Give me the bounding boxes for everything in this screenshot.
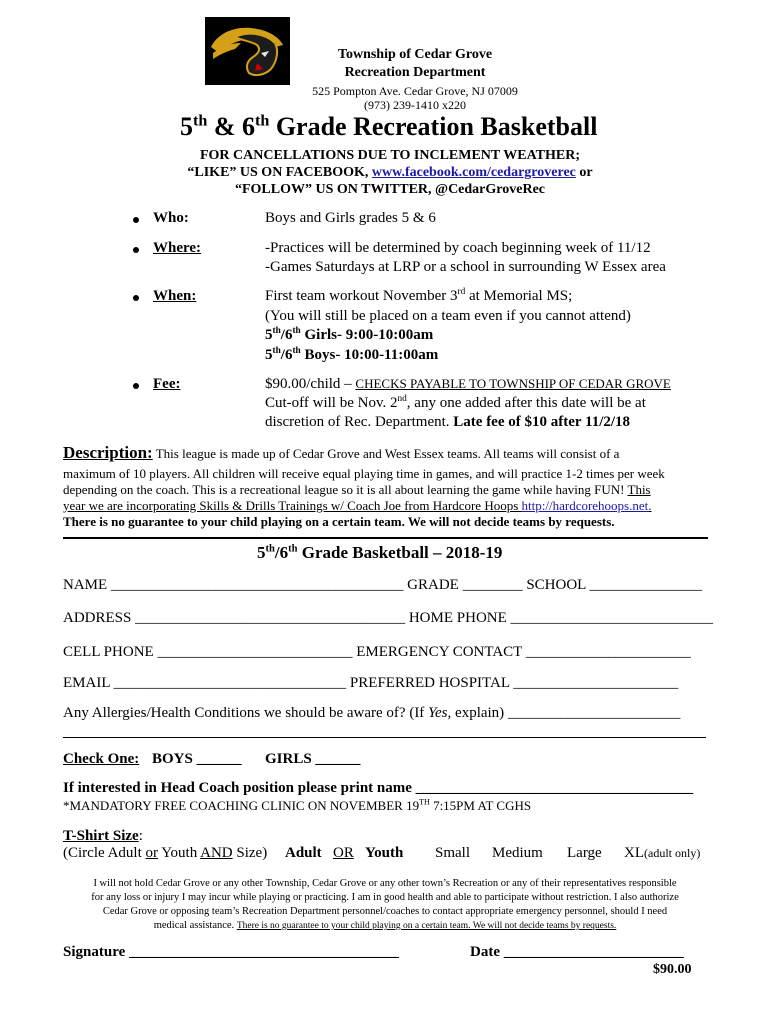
signature-field[interactable]: Signature ____________________________________ (63, 944, 399, 960)
weather-notice-line2: “LIKE” US ON FACEBOOK, www.facebook.com/cedargroverec or (187, 165, 593, 180)
when-label: When: (153, 288, 197, 304)
boys-time: 5th/6th Boys- 10:00-11:00am (265, 346, 439, 363)
boys-checkbox[interactable]: BOYS ______ (152, 751, 242, 767)
bullet (133, 383, 139, 389)
section-divider (63, 537, 708, 539)
description-line1: Description: This league is made up of Cedar Grove and West Essex teams. All teams will consist of a (63, 443, 620, 462)
waiver-line3: Cedar Grove or opposing team’s Recreation Department personnel/coaches to contact appropriate emergency personnel, should I need (102, 906, 668, 917)
org-name: Township of Cedar Grove (337, 47, 493, 62)
when-line1: First team workout November 3rd at Memorial MS; (265, 287, 573, 304)
bullet (133, 247, 139, 253)
bullet (133, 217, 139, 223)
who-value: Boys and Girls grades 5 & 6 (265, 210, 436, 226)
fee-label: Fee: (153, 376, 181, 392)
waiver-line1: I will not hold Cedar Grove or any other Township, Cedar Grove or any other town’s Recreation or any of their representatives responsible (93, 878, 677, 889)
where-label: Where: (153, 240, 202, 256)
description-line2: maximum of 10 players. All children will receive equal playing time in games, and will practice 1-2 times per week (63, 466, 665, 481)
girls-checkbox[interactable]: GIRLS ______ (265, 751, 361, 767)
coaching-clinic-note: *MANDATORY FREE COACHING CLINIC ON NOVEMBER 19TH 7:15PM AT CGHS (63, 797, 532, 813)
size-medium[interactable]: Medium (492, 845, 543, 861)
weather-notice-line1: FOR CANCELLATIONS DUE TO INCLEMENT WEATHER; (199, 148, 581, 163)
tshirt-size-label: T-Shirt Size: (63, 828, 143, 844)
facebook-link[interactable]: www.facebook.com/cedargroverec (371, 165, 576, 180)
who-label: Who: (153, 210, 189, 226)
bullet (133, 295, 139, 301)
size-large[interactable]: Large (567, 845, 602, 861)
girls-time: 5th/6th Girls- 9:00-10:00am (265, 326, 434, 343)
tshirt-instructions: (Circle Adult or Youth AND Size) (63, 845, 268, 861)
size-xl[interactable]: XL(adult only) (624, 845, 701, 861)
description-line3: depending on the coach. This is a recreational league so it is all about learning the game while having FUN! This (63, 482, 651, 497)
name-grade-school-fields[interactable]: NAME _______________________________________ GRADE ________ SCHOOL _______________ (63, 577, 703, 593)
youth-option[interactable]: Youth (365, 845, 404, 861)
date-field[interactable]: Date ________________________ (470, 944, 684, 960)
weather-notice-line3: “FOLLOW” US ON TWITTER, @CedarGroveRec (234, 182, 545, 197)
fee-line3: discretion of Rec. Department. Late fee of $10 after 11/2/18 (265, 414, 631, 430)
org-address: 525 Pompton Ave. Cedar Grove, NJ 07009 (312, 84, 518, 98)
email-hospital-fields[interactable]: EMAIL _______________________________ PREFERRED HOSPITAL ______________________ (63, 675, 679, 691)
description-line5: There is no guarantee to your child playing on a certain team. We will not decide teams by requests. (63, 514, 615, 529)
when-line2: (You will still be placed on a team even if you cannot attend) (265, 308, 631, 324)
org-department: Recreation Department (344, 65, 486, 80)
panther-logo (205, 17, 290, 85)
where-line1: -Practices will be determined by coach beginning week of 11/12 (265, 240, 651, 256)
cell-emergency-fields[interactable]: CELL PHONE __________________________ EMERGENCY CONTACT ______________________ (63, 644, 691, 660)
waiver-line2: for any loss or injury I may incur while playing or practicing. I am in good health and able to participate without restriction. I also authorize (91, 892, 679, 903)
total-amount: $90.00 (653, 962, 692, 977)
waiver-line4: medical assistance. There is no guarantee to your child playing on a certain team. We will not decide teams by requests. (153, 920, 617, 931)
head-coach-field[interactable]: If interested in Head Coach position please print name _____________________________________ (63, 780, 694, 796)
page-title: 5th & 6th Grade Recreation Basketball (180, 112, 598, 141)
check-one-label: Check One: (63, 751, 140, 767)
fee-line2: Cut-off will be Nov. 2nd, any one added after this date will be at (265, 394, 646, 411)
adult-option[interactable]: Adult (285, 845, 322, 861)
allergies-field[interactable]: Any Allergies/Health Conditions we should be aware of? (If Yes, explain) _______________________ (63, 705, 681, 721)
form-title: 5th/6th Grade Basketball – 2018-19 (257, 543, 503, 562)
allergies-extra-line[interactable] (63, 737, 706, 738)
fee-line1: $90.00/child – CHECKS PAYABLE TO TOWNSHIP OF CEDAR GROVE (265, 376, 671, 392)
or-text: OR (333, 845, 354, 861)
hardcorehoops-link[interactable]: http://hardcorehoops.net (521, 498, 649, 513)
org-phone: (973) 239-1410 x220 (364, 98, 466, 112)
description-line4: year we are incorporating Skills & Drills Trainings w/ Coach Joe from Hardcore Hoops http://hardcorehoops.net. (63, 498, 652, 513)
address-homephone-fields[interactable]: ADDRESS ____________________________________ HOME PHONE ___________________________ (63, 610, 714, 626)
size-small[interactable]: Small (435, 845, 471, 861)
where-line2: -Games Saturdays at LRP or a school in surrounding W Essex area (265, 259, 666, 275)
description-heading: Description: (63, 443, 153, 462)
